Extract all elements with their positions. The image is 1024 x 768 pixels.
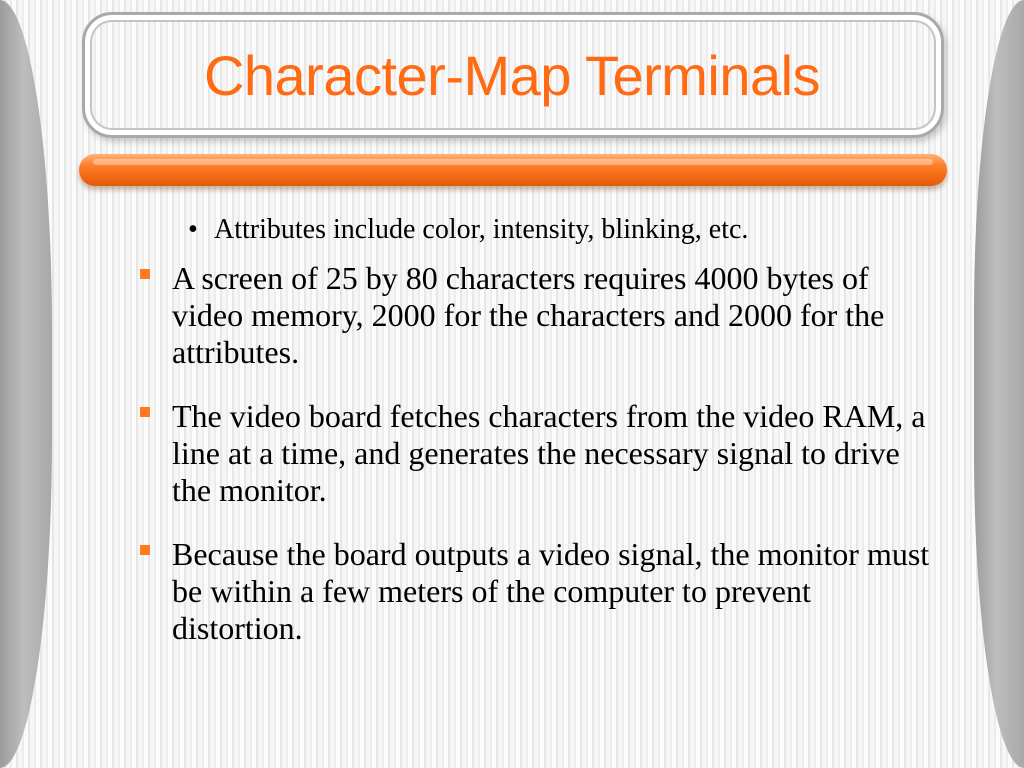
slide-title: Character-Map Terminals <box>203 44 821 107</box>
sub-bullet-dot-icon: • <box>188 214 198 245</box>
square-bullet-icon <box>140 269 150 279</box>
bullet-text: A screen of 25 by 80 characters requires 4000 bytes of video memory, 2000 for the characters and 2000 for the attributes. <box>172 260 885 370</box>
bullet-text: Because the board outputs a video signal, the monitor must be within a few meters of the computer to prevent distortion. <box>172 536 930 646</box>
square-bullet-icon <box>140 407 150 417</box>
right-decorative-bar <box>974 0 1024 768</box>
accent-bar <box>79 154 947 186</box>
left-decorative-bar <box>0 0 52 768</box>
sub-bullet-item <box>188 212 748 247</box>
bullet-text: The video board fetches characters from the video RAM, a line at a time, and generates the necessary signal to drive the monitor. <box>172 398 926 508</box>
bullet-item <box>140 260 940 371</box>
sub-bullet-text: Attributes include color, intensity, blinking, etc. <box>214 214 749 245</box>
bullet-item <box>140 536 940 647</box>
square-bullet-icon <box>140 545 150 555</box>
bullet-item <box>140 398 940 509</box>
